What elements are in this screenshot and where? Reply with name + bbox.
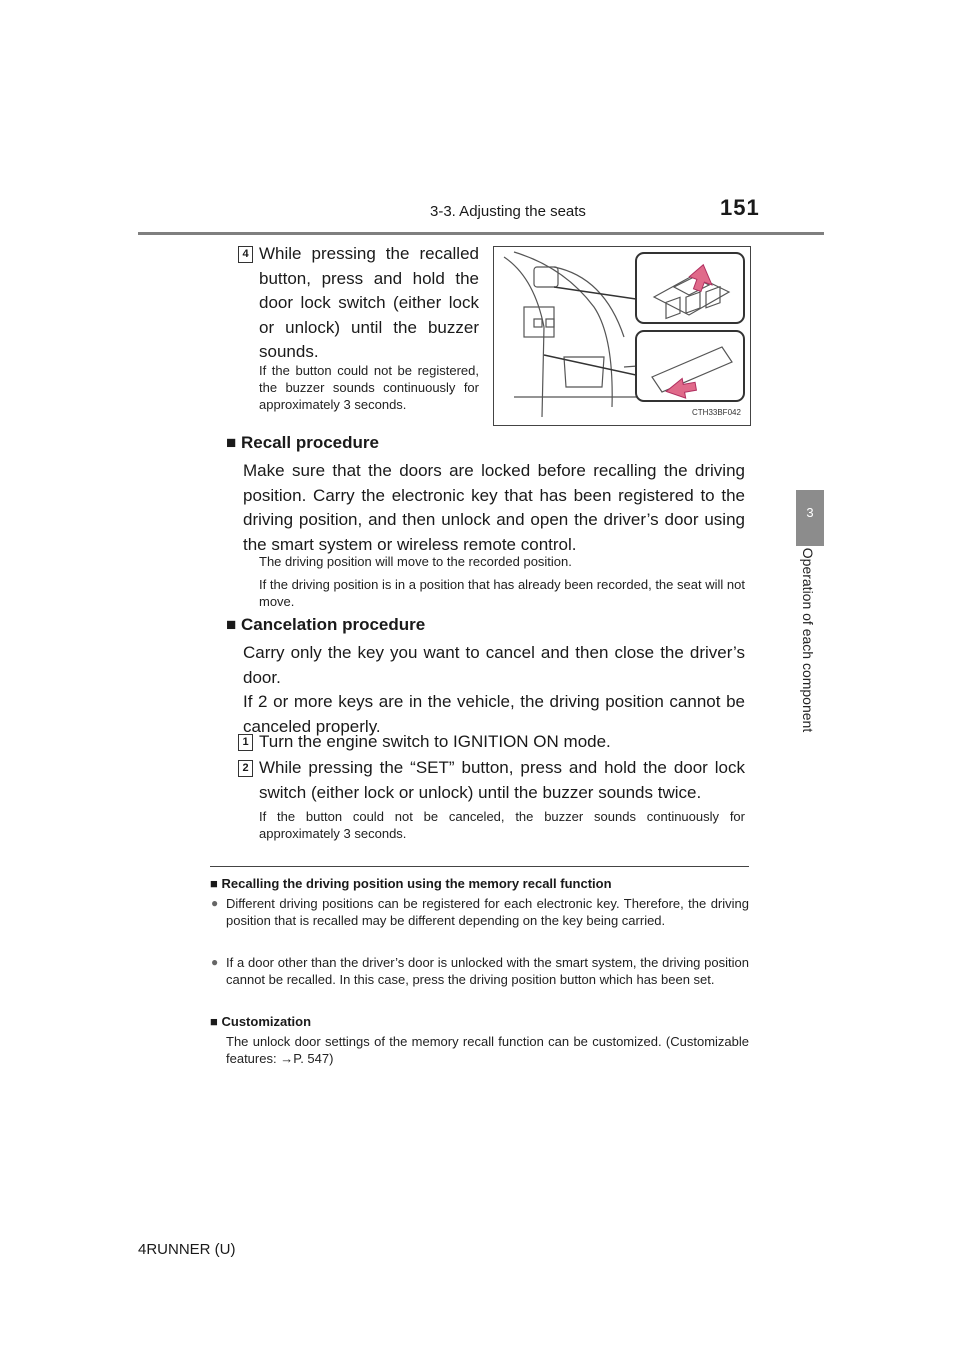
recall-text: Make sure that the doors are locked before recalling the driving position. Carry the electronic key that has been registered to the driving position, and then unlock and open the driver’s door using the smart system or wireless remote control. [243,461,745,554]
cancel-text-1: Carry only the key you want to cancel and then close the driver’s door. [243,643,745,687]
step-number-2: 2 [238,760,253,777]
page-number: 151 [720,195,760,220]
recall-heading-marker: ■ [226,433,237,452]
cancel-step-2-note: If the button could not be canceled, the buzzer sounds continuously for approximately 3 seconds. [259,809,745,841]
cancel-step-2-text: While pressing the “SET” button, press and hold the door lock switch (either lock or unlock) until the buzzer sounds twice. [259,758,745,802]
notes-customization-heading [210,1014,311,1029]
recall-note-2: If the driving position is in a position that has already been recorded, the seat will not move. [259,577,745,609]
step-4-note: If the button could not be registered, the buzzer sounds continuously for approximately 3 seconds. [259,363,479,412]
cancel-step-1-text: Turn the engine switch to IGNITION ON mode. [259,732,611,751]
notes-bullet-1: Different driving positions can be registered for each electronic key. Therefore, the driving position that is recalled may be different depending on the key being carried. [226,896,749,928]
header-rule [138,232,824,235]
cancel-heading [226,615,425,635]
dashboard-drawing [494,247,750,425]
notes-divider [210,866,749,867]
notes-recall-heading-marker: ■ [210,876,218,891]
recall-heading [226,433,379,453]
bullet-2-marker: ● [211,955,219,969]
notes-recall-heading-text: Recalling the driving position using the memory recall function [221,876,612,891]
notes-custom-heading-text: Customization [221,1014,312,1029]
step-number-1: 1 [238,734,253,751]
recall-heading-text: Recall procedure [241,433,379,452]
cancel-heading-text: Cancelation procedure [241,615,426,634]
chapter-title: Operation of each component [800,547,816,733]
notes-custom-heading-marker: ■ [210,1014,218,1029]
cancel-text-2: If 2 or more keys are in the vehicle, the driving position cannot be canceled properly. [243,692,745,736]
figure-code: CTH33BF042 [692,408,741,417]
chapter-number: 3 [806,505,814,520]
section-title: 3-3. Adjusting the seats [430,203,586,220]
recall-note-1: The driving position will move to the recorded position. [259,554,572,569]
footer-model: 4RUNNER (U) [138,1241,236,1258]
door-lock-switch-illustration [493,246,751,426]
notes-recall-heading [210,876,612,891]
step-4-text: While pressing the recalled button, press and hold the door lock switch (either lock or unlock) until the buzzer sounds. [259,244,479,361]
cancel-heading-marker: ■ [226,615,237,634]
step-number-4: 4 [238,246,253,263]
bullet-1-marker: ● [211,896,219,910]
notes-customization-text: The unlock door settings of the memory recall function can be customized. (Customizable features: →P. 547) [226,1034,749,1066]
notes-bullet-2: If a door other than the driver’s door is unlocked with the smart system, the driving position cannot be recalled. In this case, press the driving position button which has been set. [226,955,749,987]
